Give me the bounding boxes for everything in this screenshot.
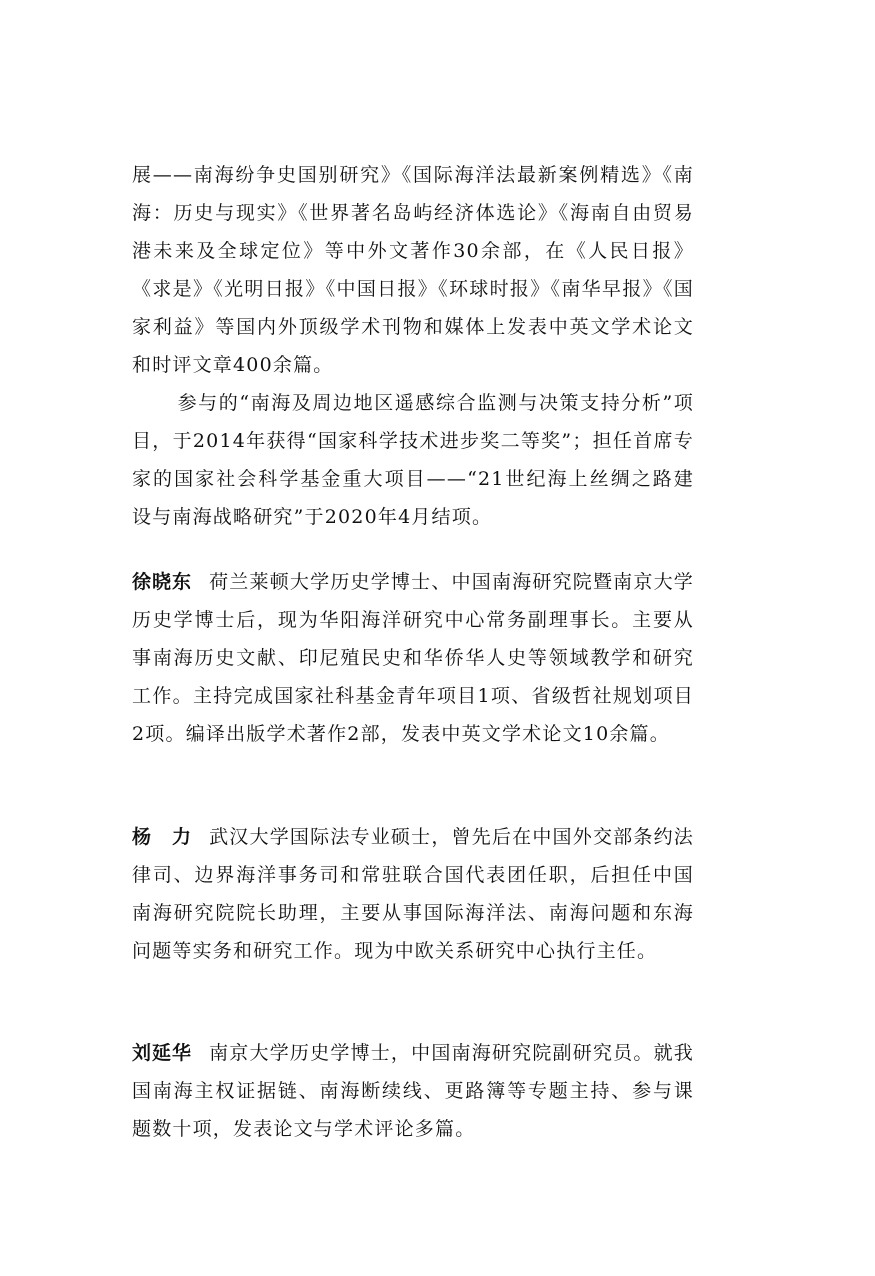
bio-text: 南京大学历史学博士，中国南海研究院副研究员。就我国南海主权证据链、南海断续线、更路簿等专题主持、参与课题数十项，发表论文与学术评论多篇。 xyxy=(132,1042,694,1140)
bio-paragraph xyxy=(132,1034,694,1148)
bio-paragraph xyxy=(132,563,694,753)
bio-text: 武汉大学国际法专业硕士，曾先后在中国外交部条约法律司、边界海洋事务司和常驻联合国代表团任职，后担任中国南海研究院院长助理，主要从事国际海洋法、南海问题和东海问题等实务和研究工作。现为中欧关系研究中心执行主任。 xyxy=(132,826,694,962)
project-paragraph: 参与的“南海及周边地区遥感综合监测与决策支持分析”项目，于2014年获得“国家科学技术进步奖二等奖”；担任首席专家的国家社会科学基金重大项目——“21世纪海上丝绸之路建设与南海战略研究”于2020年4月结项。 xyxy=(132,392,694,528)
continued-paragraph: 展——南海纷争史国别研究》《国际海洋法最新案例精选》《南海：历史与现实》《世界著名岛屿经济体选论》《海南自由贸易港未来及全球定位》等中外文著作30余部，在《人民日报》《求是》《光明日报》《中国日报》《环球时报》《南华早报》《国家利益》等国内外顶级学术刊物和媒体上发表中英文学术论文和时评文章400余篇。 xyxy=(132,164,694,376)
bio-xu-xiaodong xyxy=(132,563,694,753)
bio-paragraph xyxy=(132,818,694,970)
bio-liu-yanhua xyxy=(132,1034,694,1148)
continued-bio-section xyxy=(132,156,694,536)
bio-yang-li xyxy=(132,818,694,970)
bio-text: 荷兰莱顿大学历史学博士、中国南海研究院暨南京大学历史学博士后，现为华阳海洋研究中心常务副理事长。主要从事南海历史文献、印尼殖民史和华侨华人史等领域教学和研究工作。主持完成国家社科基金青年项目1项、省级哲社规划项目2项。编译出版学术著作2部，发表中英文学术论文10余篇。 xyxy=(132,571,694,745)
author-name: 杨 力 xyxy=(132,826,193,848)
author-name: 刘延华 xyxy=(132,1042,193,1064)
author-name: 徐晓东 xyxy=(132,571,193,593)
